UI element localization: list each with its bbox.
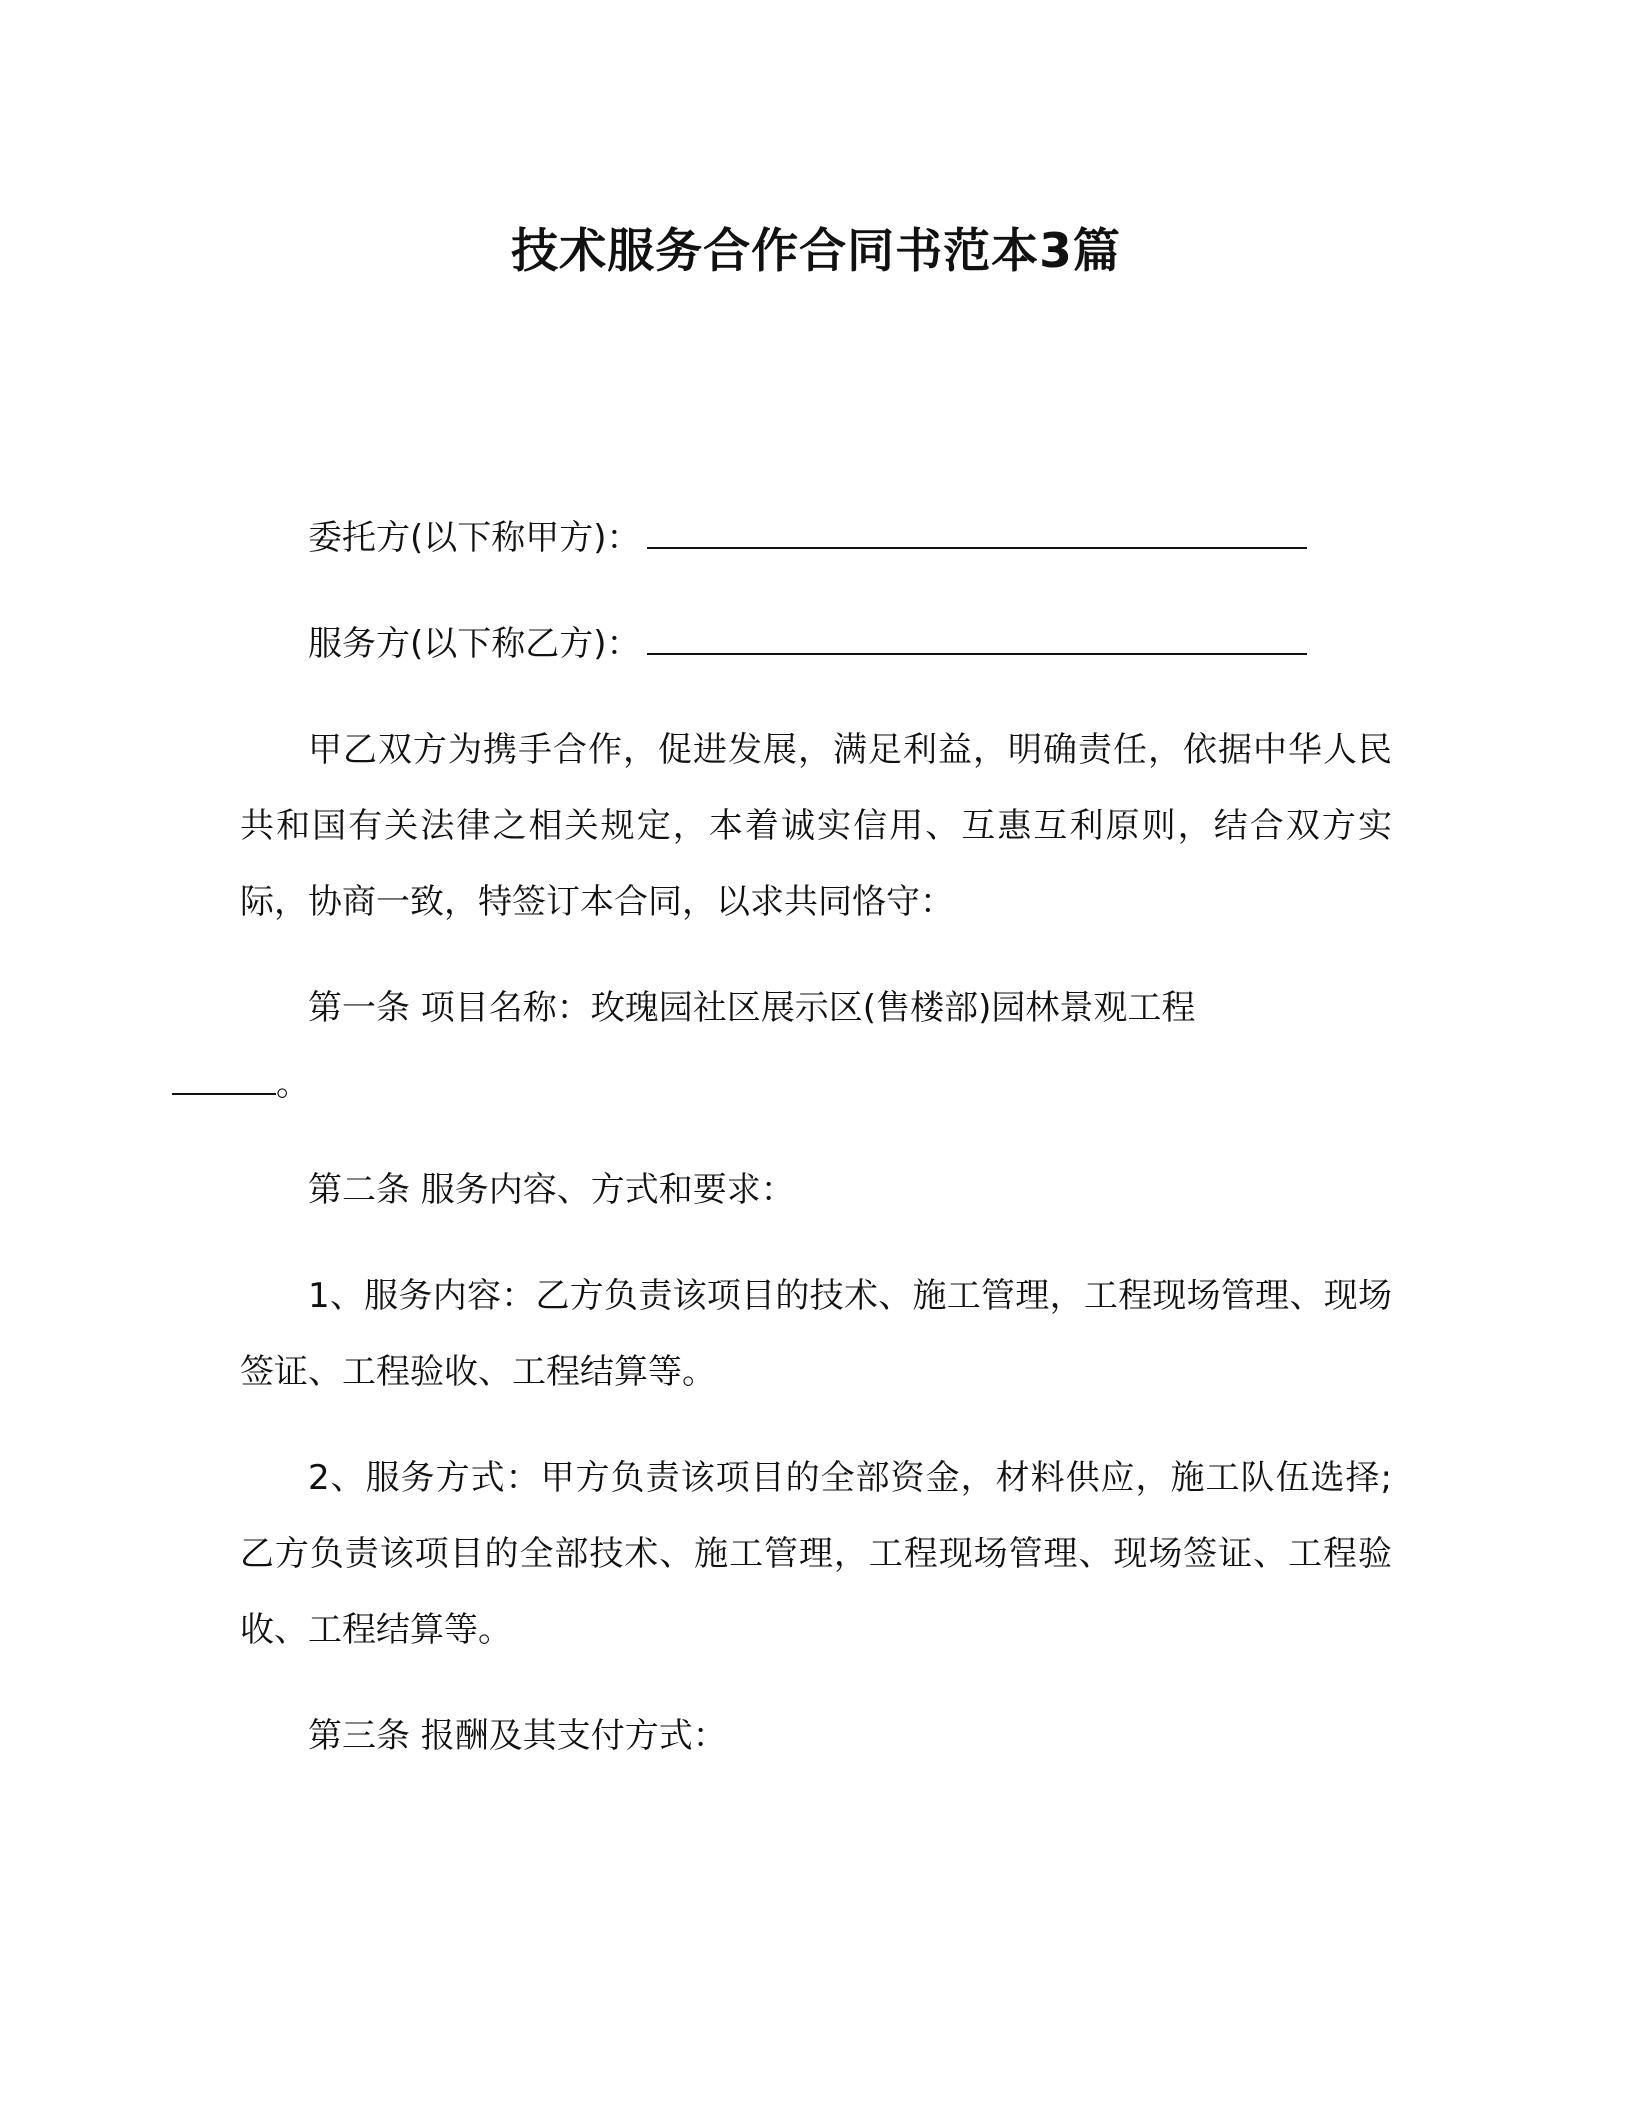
article-2-heading: 第二条 服务内容、方式和要求：	[308, 1170, 795, 1210]
service-method-item: 2、服务方式：甲方负责该项目的全部资金，材料供应，施工队伍选择;乙方负责该项目的全部技术、施工管理，工程现场管理、现场签证、工程验收、工程结算等。	[240, 1458, 1392, 1650]
article-1-blank	[172, 1092, 276, 1095]
party-b-label: 服务方(以下称乙方)：	[308, 624, 641, 664]
article-1-period: 。	[276, 1064, 310, 1104]
party-b-line	[240, 606, 1392, 682]
service-content-item: 1、服务内容：乙方负责该项目的技术、施工管理，工程现场管理、现场签证、工程验收、工程结算等。	[240, 1276, 1392, 1392]
party-a-label: 委托方(以下称甲方)：	[308, 518, 641, 558]
article-3-heading: 第三条 报酬及其支付方式：	[308, 1716, 727, 1756]
party-b-blank	[647, 652, 1307, 655]
document-body	[240, 500, 1392, 1804]
preamble-paragraph: 甲乙双方为携手合作，促进发展，满足利益，明确责任，依据中华人民共和国有关法律之相关规定，本着诚实信用、互惠互利原则，结合双方实际，协商一致，特签订本合同，以求共同恪守：	[240, 730, 1392, 922]
article-1-text: 第一条 项目名称：玫瑰园社区展示区(售楼部)园林景观工程	[308, 988, 1196, 1028]
party-a-blank	[647, 546, 1307, 549]
party-a-line	[240, 500, 1392, 576]
document-title: 技术服务合作合同书范本3篇	[511, 224, 1121, 279]
article-1-paragraph	[240, 970, 1392, 1122]
